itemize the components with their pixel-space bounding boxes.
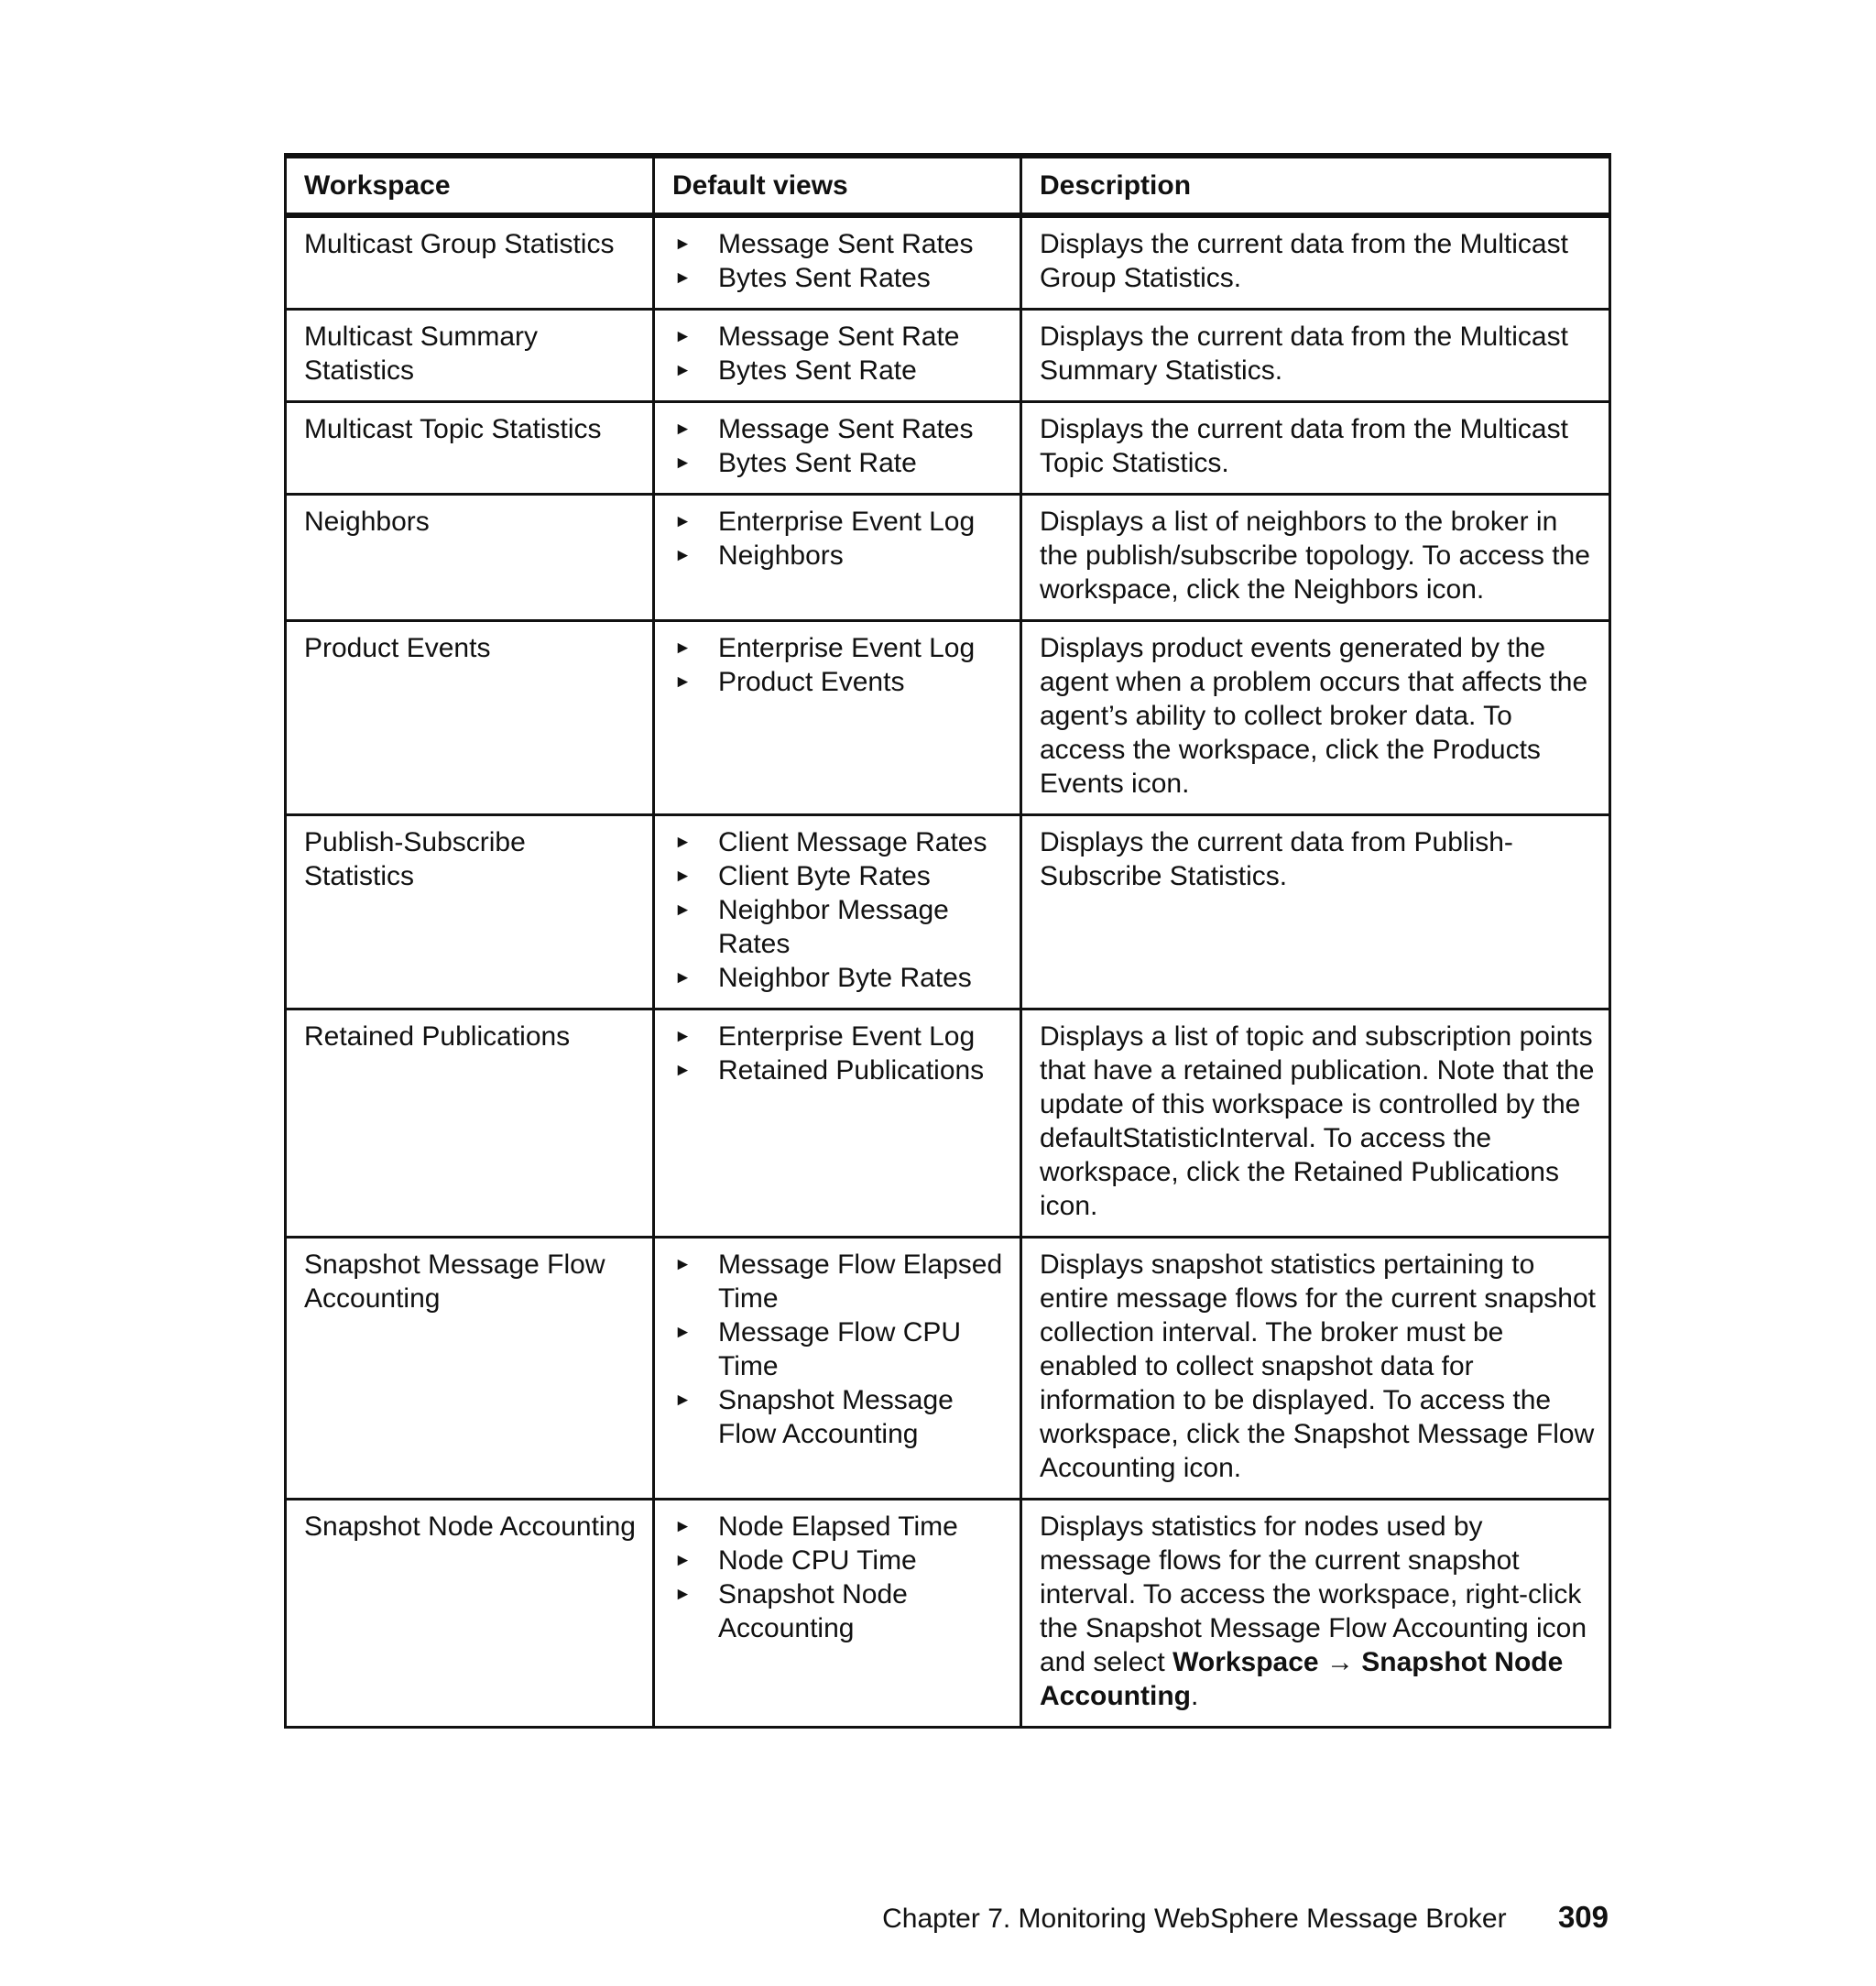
footer-chapter-title: Chapter 7. Monitoring WebSphere Message Broker	[882, 1904, 1507, 1934]
page-number: 309	[1557, 1900, 1609, 1934]
list-item	[672, 1510, 1003, 1544]
description-cell: Displays snapshot statistics pertaining to entire message flows for the current snapshot collection interval. The broker must be enabled to collect snapshot data for information to be displayed. To access the workspace, click the Snapshot Message Flow Accounting icon.	[1021, 1238, 1610, 1500]
view-label: Bytes Sent Rate	[718, 355, 917, 386]
view-label: Neighbor Message Rates	[718, 895, 949, 959]
description-end: .	[1191, 1681, 1199, 1711]
views-list	[672, 825, 1003, 995]
description-text: Displays statistics for nodes used by message flows for the current snapshot interval. To access the workspace, right-click the Snapshot Message Flow Accounting icon and select	[1040, 1511, 1587, 1677]
view-label: Node CPU Time	[718, 1545, 917, 1576]
views-list	[672, 1020, 1003, 1087]
table-header	[286, 156, 1610, 215]
default-views-cell	[654, 621, 1021, 815]
bullet-triangle-icon: ►	[674, 833, 692, 852]
view-label: Snapshot Node Accounting	[718, 1579, 908, 1643]
workspace-name-cell: Publish-Subscribe Statistics	[286, 815, 654, 1009]
views-list	[672, 320, 1003, 387]
list-item	[672, 1315, 1003, 1383]
workspace-name-cell: Snapshot Message Flow Accounting	[286, 1238, 654, 1500]
list-item	[672, 320, 1003, 354]
views-list	[672, 227, 1003, 295]
bullet-triangle-icon: ►	[674, 1061, 692, 1080]
view-label: Enterprise Event Log	[718, 1021, 976, 1052]
workspace-name-cell: Multicast Group Statistics	[286, 215, 654, 310]
list-item	[672, 665, 1003, 699]
header-description: Description	[1021, 156, 1610, 215]
bullet-triangle-icon: ►	[674, 867, 692, 886]
bullet-triangle-icon: ►	[674, 1391, 692, 1410]
table-row	[286, 310, 1610, 402]
view-label: Neighbor Byte Rates	[718, 963, 972, 993]
table-row	[286, 621, 1610, 815]
view-label: Bytes Sent Rates	[718, 263, 931, 293]
default-views-cell	[654, 310, 1021, 402]
bullet-triangle-icon: ►	[674, 512, 692, 531]
views-list	[672, 1510, 1003, 1645]
views-list	[672, 631, 1003, 699]
view-label: Message Sent Rate	[718, 322, 960, 352]
list-item	[672, 961, 1003, 995]
bullet-triangle-icon: ►	[674, 1323, 692, 1342]
default-views-cell	[654, 1500, 1021, 1728]
list-item	[672, 446, 1003, 480]
list-item	[672, 261, 1003, 295]
bullet-triangle-icon: ►	[674, 1255, 692, 1274]
list-item	[672, 1248, 1003, 1315]
default-views-cell	[654, 1009, 1021, 1238]
bullet-triangle-icon: ►	[674, 1517, 692, 1536]
table-row	[286, 1500, 1610, 1728]
view-label: Client Byte Rates	[718, 861, 931, 891]
bullet-triangle-icon: ►	[674, 453, 692, 473]
view-label: Message Flow CPU Time	[718, 1317, 962, 1381]
workspace-name-cell: Product Events	[286, 621, 654, 815]
view-label: Message Sent Rates	[718, 414, 974, 444]
bullet-triangle-icon: ►	[674, 900, 692, 920]
view-label: Message Flow Elapsed Time	[718, 1249, 1003, 1314]
list-item	[672, 825, 1003, 859]
view-label: Message Sent Rates	[718, 229, 974, 259]
workspace-name-cell: Retained Publications	[286, 1009, 654, 1238]
default-views-cell	[654, 815, 1021, 1009]
list-item	[672, 412, 1003, 446]
view-label: Client Message Rates	[718, 827, 987, 857]
views-list	[672, 1248, 1003, 1451]
table-row	[286, 402, 1610, 495]
bullet-triangle-icon: ►	[674, 1027, 692, 1046]
description-cell: Displays a list of topic and subscription points that have a retained publication. Note that the update of this workspace is controlled by the defaultStatisticInterval. To access the workspace, click the Retained Publications icon.	[1021, 1009, 1610, 1238]
bullet-triangle-icon: ►	[674, 420, 692, 439]
table-row	[286, 1009, 1610, 1238]
list-item	[672, 631, 1003, 665]
views-list	[672, 505, 1003, 573]
table-row	[286, 215, 1610, 310]
view-label: Retained Publications	[718, 1055, 985, 1086]
header-default-views: Default views	[654, 156, 1021, 215]
description-cell: Displays the current data from Publish-Subscribe Statistics.	[1021, 815, 1610, 1009]
menu-path: Workspace → Snapshot Node Accounting	[1040, 1647, 1564, 1711]
description-cell: Displays the current data from the Multicast Summary Statistics.	[1021, 310, 1610, 402]
list-item	[672, 354, 1003, 387]
workspace-name-cell: Neighbors	[286, 495, 654, 621]
table-row	[286, 495, 1610, 621]
list-item	[672, 227, 1003, 261]
default-views-cell	[654, 402, 1021, 495]
bullet-triangle-icon: ►	[674, 1585, 692, 1604]
list-item	[672, 539, 1003, 573]
default-views-cell	[654, 215, 1021, 310]
description-cell: Displays the current data from the Multicast Group Statistics.	[1021, 215, 1610, 310]
page-footer	[882, 1899, 1609, 1937]
workspace-table	[284, 153, 1611, 1729]
view-label: Snapshot Message Flow Accounting	[718, 1385, 954, 1449]
list-item	[672, 859, 1003, 893]
list-item	[672, 505, 1003, 539]
bullet-triangle-icon: ►	[674, 638, 692, 658]
default-views-cell	[654, 1238, 1021, 1500]
workspace-name-cell: Snapshot Node Accounting	[286, 1500, 654, 1728]
view-label: Enterprise Event Log	[718, 633, 976, 663]
view-label: Product Events	[718, 667, 905, 697]
table-row	[286, 815, 1610, 1009]
bullet-triangle-icon: ►	[674, 546, 692, 565]
list-item	[672, 1020, 1003, 1053]
bullet-triangle-icon: ►	[674, 361, 692, 380]
list-item	[672, 1544, 1003, 1577]
bullet-triangle-icon: ►	[674, 1551, 692, 1570]
description-cell: Displays the current data from the Multicast Topic Statistics.	[1021, 402, 1610, 495]
bullet-triangle-icon: ►	[674, 235, 692, 254]
header-workspace: Workspace	[286, 156, 654, 215]
workspace-name-cell: Multicast Summary Statistics	[286, 310, 654, 402]
description-cell: Displays a list of neighbors to the broker in the publish/subscribe topology. To access the workspace, click the Neighbors icon.	[1021, 495, 1610, 621]
view-label: Enterprise Event Log	[718, 507, 976, 537]
table-body	[286, 215, 1610, 1728]
views-list	[672, 412, 1003, 480]
workspace-name-cell: Multicast Topic Statistics	[286, 402, 654, 495]
table-row	[286, 1238, 1610, 1500]
bullet-triangle-icon: ►	[674, 968, 692, 988]
list-item	[672, 1053, 1003, 1087]
view-label: Neighbors	[718, 540, 844, 571]
description-cell	[1021, 1500, 1610, 1728]
bullet-triangle-icon: ►	[674, 268, 692, 288]
view-label: Bytes Sent Rate	[718, 448, 917, 478]
header-row	[286, 156, 1610, 215]
bullet-triangle-icon: ►	[674, 672, 692, 692]
description-cell: Displays product events generated by the agent when a problem occurs that affects the agent’s ability to collect broker data. To access the workspace, click the Products Events icon.	[1021, 621, 1610, 815]
list-item	[672, 1383, 1003, 1451]
list-item	[672, 1577, 1003, 1645]
default-views-cell	[654, 495, 1021, 621]
view-label: Node Elapsed Time	[718, 1511, 958, 1542]
bullet-triangle-icon: ►	[674, 327, 692, 346]
list-item	[672, 893, 1003, 961]
